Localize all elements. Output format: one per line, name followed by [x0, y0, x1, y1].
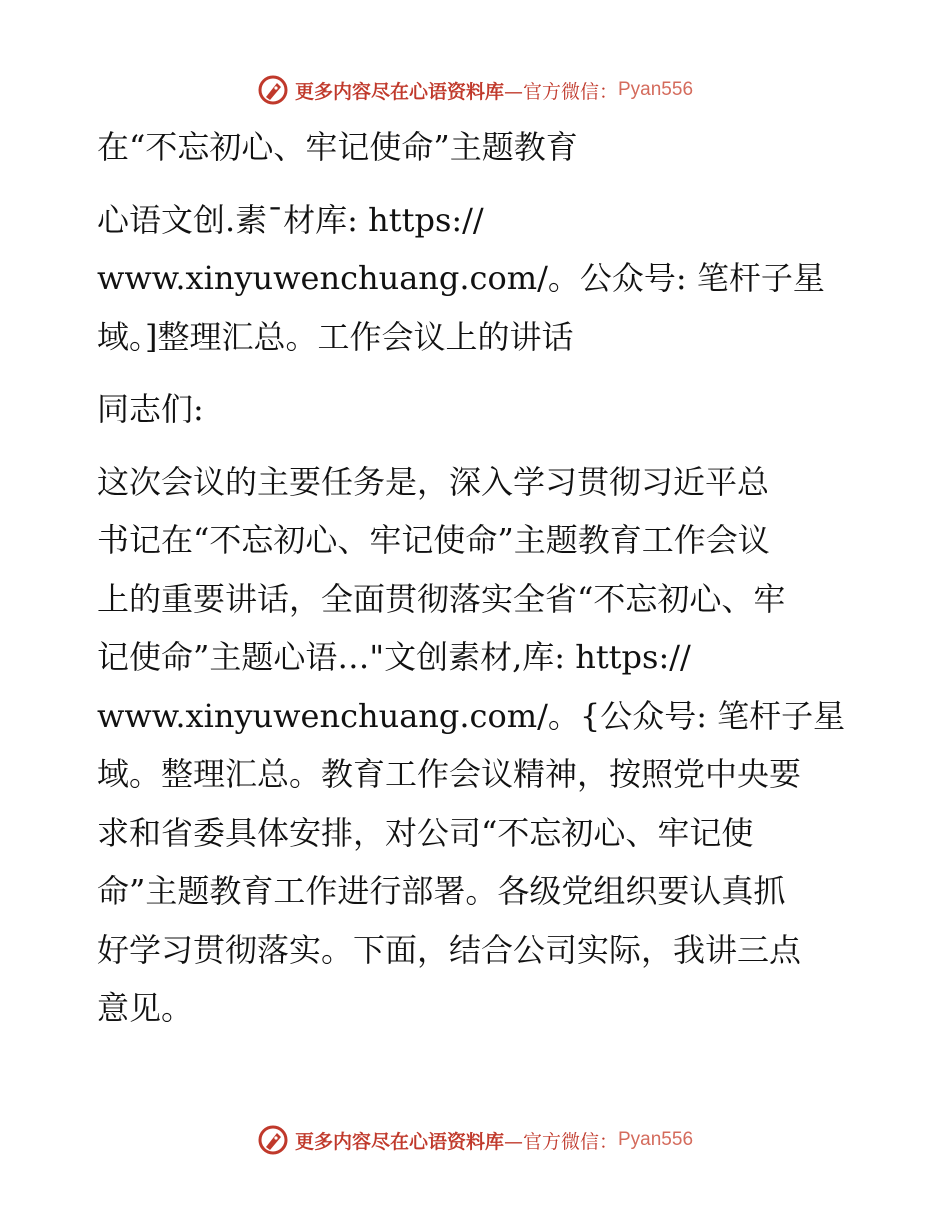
doc-line: 同志们: — [97, 390, 204, 428]
pen-nib-logo-icon — [257, 1124, 289, 1156]
doc-line: 域。]整理汇总。工作会议上的讲话 — [97, 317, 574, 356]
banner-wechat-id: Pyan556 — [618, 79, 694, 100]
doc-line: 在“不忘初心、牢记使命”主题教育 — [97, 128, 578, 166]
banner-dash-text: —官方微信： — [503, 80, 618, 103]
doc-line: www.xinyuwenchuang.com/。公众号: 笔杆子星 — [97, 259, 825, 297]
header-banner — [0, 70, 950, 110]
doc-line: 域。整理汇总。教育工作会议精神，按照党中央要 — [97, 755, 802, 793]
doc-line: 意见。 — [97, 989, 194, 1027]
doc-line: 书记在“不忘初心、牢记使命”主题教育工作会议 — [97, 521, 770, 559]
doc-line: www.xinyuwenchuang.com/。{公众号: 笔杆子星 — [97, 696, 846, 735]
banner-wechat-id: Pyan556 — [618, 1129, 694, 1150]
banner-dash-text: —官方微信： — [503, 1130, 618, 1153]
banner-main-text: 更多内容尽在心语资料库 — [294, 1130, 504, 1153]
doc-line: 上的重要讲话，全面贯彻落实全省“不忘初心、牢 — [97, 579, 786, 618]
banner-text — [295, 77, 693, 104]
document-body — [97, 118, 857, 1038]
footer-banner — [0, 1120, 950, 1160]
doc-line: 心语文创.素¯材库: https:// — [97, 200, 484, 239]
banner-text — [295, 1127, 693, 1154]
pen-nib-logo-icon — [257, 74, 289, 106]
doc-line: 记使命”主题心语…"文创素材,库: https:// — [97, 638, 691, 676]
doc-line: 好学习贯彻落实。下面，结合公司实际，我讲三点 — [97, 930, 802, 969]
doc-line: 命”主题教育工作进行部署。各级党组织要认真抓 — [97, 872, 786, 910]
doc-line: 求和省委具体安排，对公司“不忘初心、牢记使 — [97, 813, 754, 852]
banner-main-text: 更多内容尽在心语资料库 — [294, 80, 504, 103]
doc-line: 这次会议的主要任务是，深入学习贯彻习近平总 — [97, 462, 770, 501]
